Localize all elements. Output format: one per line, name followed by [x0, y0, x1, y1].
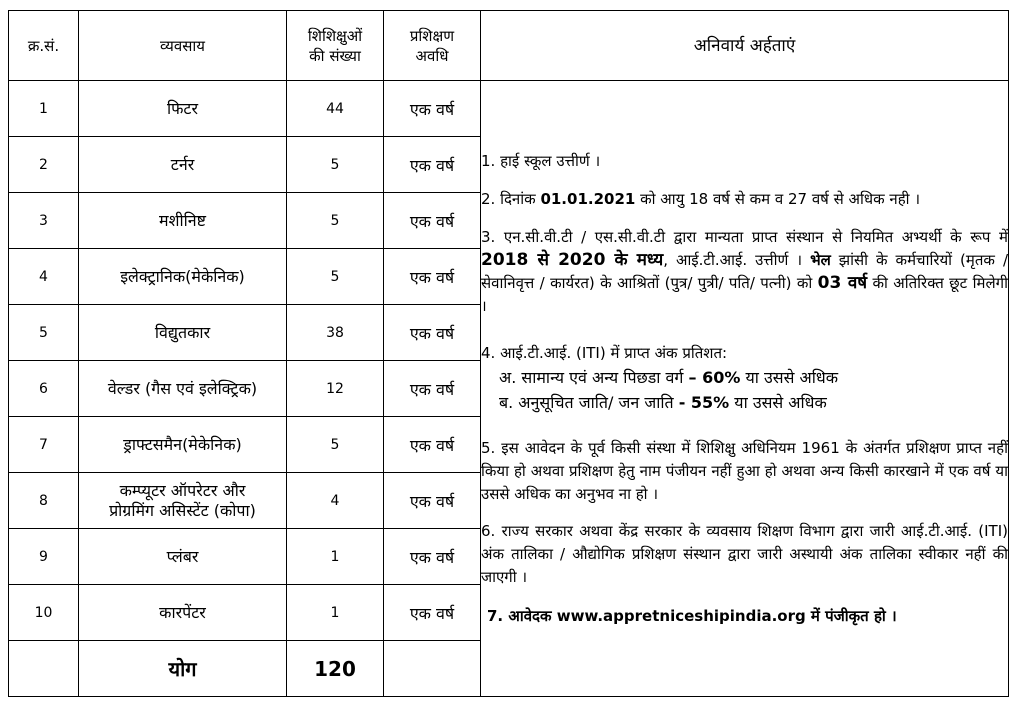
row-duration: एक वर्ष	[384, 305, 481, 361]
header-trade: व्यवसाय	[79, 11, 287, 81]
q2-date: 01.01.2021	[540, 189, 636, 208]
row-duration: एक वर्ष	[384, 417, 481, 473]
q4b-text-b: या उससे अधिक	[729, 392, 827, 412]
row-duration: एक वर्ष	[384, 193, 481, 249]
header-duration-line2: अवधि	[415, 46, 449, 65]
header-count-line2: की संख्या	[309, 46, 361, 65]
row-count: 5	[287, 193, 384, 249]
row-duration: एक वर्ष	[384, 249, 481, 305]
row-count: 5	[287, 249, 384, 305]
qualifications-cell	[481, 81, 1009, 697]
q2-text-a: 2. दिनांक	[481, 189, 541, 208]
row-duration: एक वर्ष	[384, 585, 481, 641]
qualification-6: 6. राज्य सरकार अथवा केंद्र सरकार के व्यवसाय शिक्षण विभाग द्वारा जारी आई.टी.आई. (ITI) अंक तालिका / औद्योगिक प्रशिक्षण संस्थान द्वारा जारी अस्थायी अंक तालिका स्वीकार नहीं की जाएगी ।	[481, 521, 1008, 586]
row-count: 1	[287, 529, 384, 585]
row-sno: 5	[9, 305, 79, 361]
q4b-percent: - 55%	[678, 392, 730, 412]
total-count: 120	[287, 641, 384, 697]
row-trade: कारपेंटर	[79, 585, 287, 641]
row-trade: फिटर	[79, 81, 287, 137]
row-sno: 6	[9, 361, 79, 417]
row-sno: 1	[9, 81, 79, 137]
header-count	[287, 11, 384, 81]
header-row	[9, 11, 1009, 81]
row-duration: एक वर्ष	[384, 361, 481, 417]
row-sno: 7	[9, 417, 79, 473]
row-duration: एक वर्ष	[384, 137, 481, 193]
header-duration	[384, 11, 481, 81]
qualification-7: 7. आवेदक www.appretniceshipindia.org में पंजीकृत हो ।	[487, 606, 897, 625]
qualification-3	[481, 226, 1008, 318]
row-trade: ड्राफ्टसमैन(मेकेनिक)	[79, 417, 287, 473]
row-trade	[79, 473, 287, 529]
header-sno: क्र.सं.	[9, 11, 79, 81]
table-row	[9, 81, 1009, 137]
row-trade: इलेक्ट्रानिक(मेकेनिक)	[79, 249, 287, 305]
row-count: 44	[287, 81, 384, 137]
apprentice-vacancy-table	[8, 10, 1009, 697]
header-qualifications: अनिवार्य अर्हताएं	[481, 11, 1009, 81]
row-duration: एक वर्ष	[384, 81, 481, 137]
q4a-percent: – 60%	[688, 367, 741, 387]
row-trade: मशीनिष्ट	[79, 193, 287, 249]
q3-years: 2018 से 2020 के मध्य	[481, 249, 664, 270]
row-trade: प्लंबर	[79, 529, 287, 585]
row-sno: 8	[9, 473, 79, 529]
qualification-4b	[481, 390, 1008, 415]
row-sno: 3	[9, 193, 79, 249]
q4a-text-b: या उससे अधिक	[740, 367, 838, 387]
total-empty-cell	[9, 641, 79, 697]
total-empty-cell	[384, 641, 481, 697]
q3-text-a: 3. एन.सी.वी.टी / एस.सी.वी.टी द्वारा मान्यता प्राप्त संस्थान से नियमित अभ्यर्थी के रूप में	[481, 227, 1008, 246]
row-count: 1	[287, 585, 384, 641]
q4a-text-a: अ. सामान्य एवं अन्य पिछडा वर्ग	[499, 367, 689, 387]
q3-bhel: भेल	[810, 250, 831, 269]
q3-text-b: , आई.टी.आई. उत्तीर्ण ।	[663, 250, 811, 269]
row-trade-line1: कम्प्यूटर ऑपरेटर और	[119, 480, 246, 500]
row-sno: 9	[9, 529, 79, 585]
row-trade: टर्नर	[79, 137, 287, 193]
row-count: 12	[287, 361, 384, 417]
qualification-1: 1. हाई स्कूल उत्तीर्ण ।	[481, 151, 601, 170]
row-sno: 10	[9, 585, 79, 641]
row-trade: वेल्डर (गैस एवं इलेक्ट्रिक)	[79, 361, 287, 417]
header-duration-line1: प्रशिक्षण	[409, 26, 455, 45]
q2-text-b: को आयु 18 वर्ष से कम व 27 वर्ष से अधिक नही ।	[635, 189, 921, 208]
row-sno: 2	[9, 137, 79, 193]
row-count: 5	[287, 417, 384, 473]
q3-text-d: की अतिरिक्त छूट मिलेगी ।	[481, 273, 1008, 315]
row-trade-line2: प्रोग्रमिंग असिस्टेंट (कोपा)	[109, 500, 256, 520]
q4b-text-a: ब. अनुसूचित जाति/ जन जाति	[499, 392, 679, 412]
row-duration: एक वर्ष	[384, 473, 481, 529]
qualification-4: 4. आई.टी.आई. (ITI) में प्राप्त अंक प्रतिशत:	[481, 343, 728, 362]
q3-relaxation: 03 वर्ष	[817, 272, 868, 293]
q3-text-c: झांसी के कर्मचारियों (मृतक / सेवानिवृत्त / कार्यरत) के आश्रितों (पुत्र/ पुत्री/ पति/ पत्नी) को	[481, 250, 1008, 292]
row-count: 38	[287, 305, 384, 361]
qualification-2	[481, 188, 1008, 211]
row-count: 4	[287, 473, 384, 529]
qualification-4a	[481, 365, 1008, 390]
row-sno: 4	[9, 249, 79, 305]
row-duration: एक वर्ष	[384, 529, 481, 585]
qualification-5: 5. इस आवेदन के पूर्व किसी संस्था में शिशिक्षु अधिनियम 1961 के अंतर्गत प्रशिक्षण प्राप्त नहीं किया हो अथवा प्रशिक्षण हेतु नाम पंजीयन नहीं हुआ हो अथवा अन्य किसी कारखाने में एक वर्ष या उससे अधिक का अनुभव ना हो ।	[481, 438, 1008, 503]
header-count-line1: शिशिक्षुओं	[307, 26, 363, 45]
total-label: योग	[79, 641, 287, 697]
row-count: 5	[287, 137, 384, 193]
row-trade: विद्युतकार	[79, 305, 287, 361]
